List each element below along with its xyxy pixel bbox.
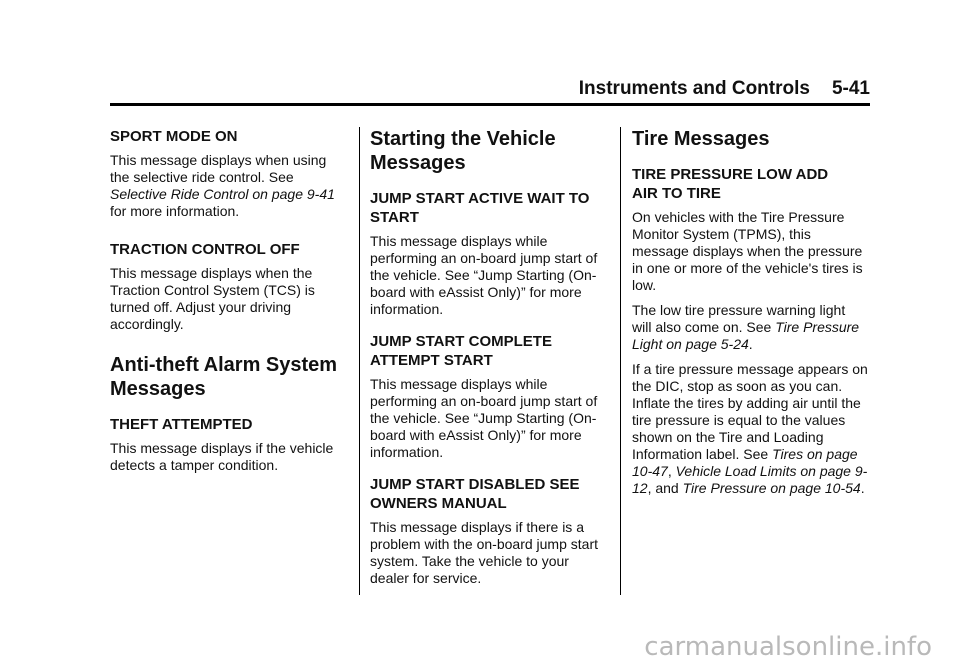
heading-jsd-line1: JUMP START DISABLED SEE: [370, 476, 580, 493]
heading-jsa-line2: START: [370, 209, 419, 226]
heading-sport-mode: SPORT MODE ON: [110, 128, 238, 145]
text-warning-light: [632, 302, 868, 353]
header-section: Instruments and Controls: [578, 78, 810, 99]
text-sport-mode-part1: This message displays when using the selective ride control. See: [110, 152, 327, 185]
text-sport-mode-part2: for more information.: [110, 203, 240, 219]
heading-antitheft-line2: Messages: [110, 378, 206, 400]
link-tires[interactable]: Tires on page 10-47: [632, 446, 858, 479]
header-page-number: 5-41: [831, 78, 870, 99]
column-2: [370, 127, 606, 595]
text-traction-control: This message displays when the Traction Control System (TCS) is turned off. Adjust your driving accordingly.: [110, 265, 315, 332]
text-dic-part1: If a tire pressure message appears on the DIC, stop as soon as you can. Inflate the tires by adding air until the tire pressure is equal to the values shown on the Tire and Loading Information label. See: [632, 361, 868, 462]
heading-jsa-line1: JUMP START ACTIVE WAIT TO: [370, 190, 590, 207]
link-tire-pressure-light[interactable]: Tire Pressure Light on page 5-24: [632, 319, 860, 352]
text-dic-sep1: ,: [667, 463, 676, 479]
page-header: [110, 78, 870, 106]
text-jump-start-disabled: This message displays if there is a problem with the on-board jump start system. Take the vehicle to your dealer for service.: [370, 519, 598, 586]
heading-tire-messages: Tire Messages: [632, 128, 770, 150]
heading-jsc-line2: ATTEMPT START: [370, 352, 493, 369]
heading-antitheft-line1: Anti-theft Alarm System: [110, 354, 338, 376]
text-dic-sep2: , and: [647, 480, 683, 496]
text-sport-mode: [110, 152, 346, 220]
heading-tpl-line2: AIR TO TIRE: [632, 185, 721, 202]
text-theft-attempted: This message displays if the vehicle detects a tamper condition.: [110, 440, 334, 473]
column-3: [632, 127, 868, 505]
text-warning-light-part2: .: [748, 336, 753, 352]
heading-starting-vehicle: [370, 127, 606, 175]
heading-jsc-line1: JUMP START COMPLETE: [370, 333, 552, 350]
heading-jump-start-complete: [370, 332, 606, 370]
text-dic-message: [632, 361, 868, 497]
heading-traction-control: TRACTION CONTROL OFF: [110, 241, 300, 258]
heading-jump-start-active: [370, 189, 606, 227]
watermark: carmanualsonline.info: [644, 632, 932, 662]
link-selective-ride-control[interactable]: Selective Ride Control on page 9-41: [110, 186, 335, 202]
column-1: [110, 127, 346, 482]
heading-tpl-line1: TIRE PRESSURE LOW ADD: [632, 166, 829, 183]
heading-jump-start-disabled: [370, 475, 606, 513]
text-jump-start-complete: This message displays while performing an on-board jump start of the vehicle. See “Jump Starting (On-board with eAssist Only)” for more information.: [370, 376, 598, 460]
header-title: [579, 78, 870, 100]
text-warning-light-part1: The low tire pressure warning light will also come on. See: [632, 302, 846, 335]
text-jump-start-active: This message displays while performing an on-board jump start of the vehicle. See “Jump Starting (On-board with eAssist Only)” for more information.: [370, 233, 598, 317]
heading-theft-attempted: THEFT ATTEMPTED: [110, 416, 253, 433]
heading-jsd-line2: OWNERS MANUAL: [370, 495, 507, 512]
heading-starting-line1: Starting the Vehicle: [370, 128, 556, 150]
text-dic-end: .: [860, 480, 865, 496]
column-divider-1: [359, 127, 360, 595]
heading-antitheft: [110, 353, 346, 401]
column-divider-2: [620, 127, 621, 595]
heading-starting-line2: Messages: [370, 152, 466, 174]
text-tire-pressure-low: On vehicles with the Tire Pressure Monitor System (TPMS), this message displays when the pressure in one or more of the vehicle's tires is low.: [632, 209, 863, 293]
link-vehicle-load-limits[interactable]: Vehicle Load Limits on page 9-12: [632, 463, 868, 496]
heading-tire-pressure-low: [632, 165, 868, 203]
link-tire-pressure[interactable]: Tire Pressure on page 10-54: [682, 480, 861, 496]
